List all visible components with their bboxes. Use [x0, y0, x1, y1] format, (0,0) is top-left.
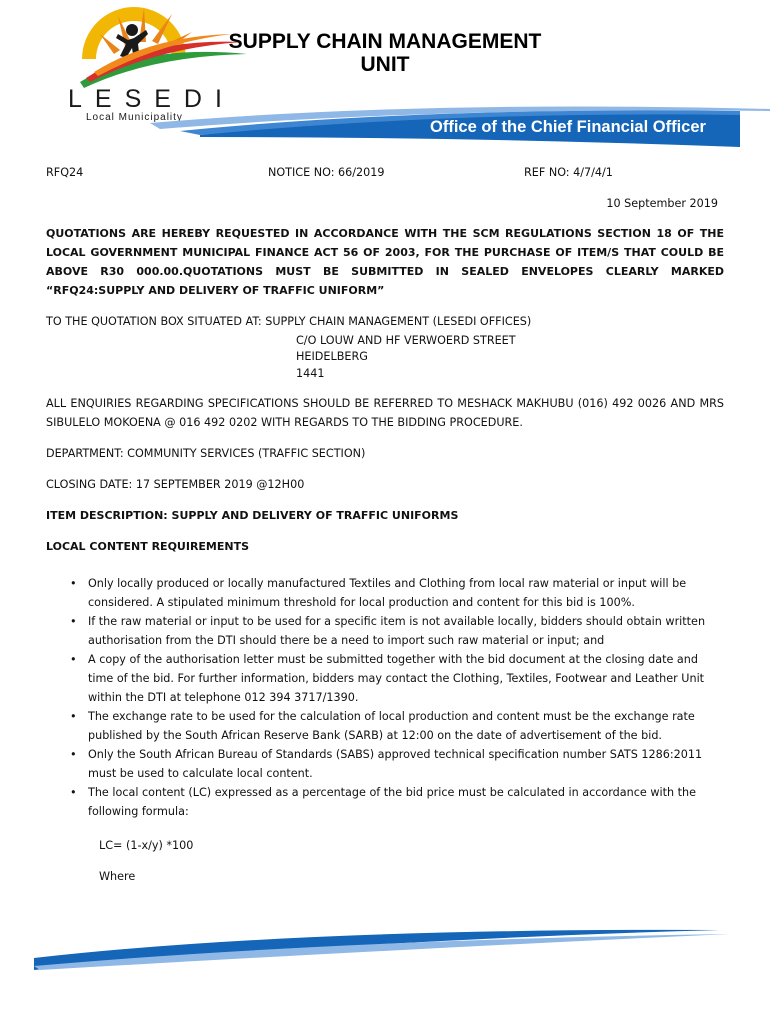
where-label: Where [99, 870, 136, 883]
item-description: ITEM DESCRIPTION: SUPPLY AND DELIVERY OF TRAFFIC UNIFORMS [46, 509, 459, 522]
office-title: Office of the Chief Financial Officer [430, 118, 706, 136]
logo-wordmark: LESEDI [68, 85, 235, 113]
unit-title [190, 30, 580, 76]
list-item-text: The local content (LC) expressed as a percentage of the bid price must be calculated in accordance with the following formula: [88, 786, 696, 818]
quotation-box-line: TO THE QUOTATION BOX SITUATED AT: SUPPLY CHAIN MANAGEMENT (LESEDI OFFICES) [46, 315, 532, 328]
person-icon [126, 24, 138, 36]
list-item-text: If the raw material or input to be used for a specific item is not available locally, bidders should obtain written authorisation from the DTI should there be a need to import such raw material or input; and [88, 615, 706, 647]
department-line: DEPARTMENT: COMMUNITY SERVICES (TRAFFIC SECTION) [46, 447, 366, 460]
unit-title-line2: UNIT [360, 53, 410, 76]
local-content-list [70, 574, 724, 821]
bullet-icon: • [70, 748, 77, 761]
bullet-icon: • [70, 786, 77, 799]
footer-swoosh [0, 920, 770, 980]
list-item [70, 783, 724, 821]
reference-number: REF NO: 4/7/4/1 [524, 166, 613, 179]
address-line: HEIDELBERG [296, 350, 368, 363]
list-item-text: The exchange rate to be used for the calculation of local production and content must be the exchange rate published by the South African Reserve Bank (SARB) at 12:00 on the date of advertisement of the bid. [88, 710, 695, 742]
list-item-text: Only the South African Bureau of Standards (SABS) approved technical specification number SATS 1286:2011 must be used to calculate local content. [88, 748, 703, 780]
logo-tagline: Local Municipality [86, 112, 183, 122]
notice-date: 10 September 2019 [606, 197, 718, 210]
list-item-text: Only locally produced or locally manufactured Textiles and Clothing from local raw material or input will be considered. A stipulated minimum threshold for local production and content for this bid is 100%. [88, 577, 687, 609]
list-item-text: A copy of the authorisation letter must be submitted together with the bid document at the closing date and time of the bid. For further information, bidders may contact the Clothing, Textiles, Footwear and Leather Unit within the DTI at telephone 012 394 3717/1390. [88, 653, 705, 704]
intro-paragraph: QUOTATIONS ARE HEREBY REQUESTED IN ACCORDANCE WITH THE SCM REGULATIONS SECTION 18 OF THE LOCAL GOVERNMENT MUNICIPAL FINANCE ACT 56 OF 2003, FOR THE PURCHASE OF ITEM/S THAT COULD BE ABOVE R30 000.00.QUOTATIONS MUST BE SUBMITTED IN SEALED ENVELOPES CLEARLY MARKED “RFQ24:SUPPLY AND DELIVERY OF TRAFFIC UNIFORM” [46, 227, 724, 297]
enquiries-paragraph: ALL ENQUIRIES REGARDING SPECIFICATIONS SHOULD BE REFERRED TO MESHACK MAKHUBU (016) 492 0026 AND MRS SIBULELO MOKOENA @ 016 492 0202 WITH REGARDS TO THE BIDDING PROCEDURE. [46, 397, 724, 429]
notice-number: NOTICE NO: 66/2019 [268, 166, 385, 179]
bullet-icon: • [70, 577, 77, 590]
address-line: C/O LOUW AND HF VERWOERD STREET [296, 334, 516, 347]
list-item [70, 745, 724, 783]
list-item [70, 707, 724, 745]
lc-formula: LC= (1-x/y) *100 [99, 839, 194, 852]
bullet-icon: • [70, 653, 77, 666]
list-item [70, 650, 724, 707]
list-item [70, 574, 724, 612]
local-content-heading: LOCAL CONTENT REQUIREMENTS [46, 540, 250, 553]
bullet-icon: • [70, 710, 77, 723]
list-item [70, 612, 724, 650]
unit-title-line1: SUPPLY CHAIN MANAGEMENT [228, 30, 542, 53]
rfq-number: RFQ24 [46, 166, 84, 179]
bullet-icon: • [70, 615, 77, 628]
address-line: 1441 [296, 367, 325, 380]
closing-date-line: CLOSING DATE: 17 SEPTEMBER 2019 @12H00 [46, 478, 305, 491]
